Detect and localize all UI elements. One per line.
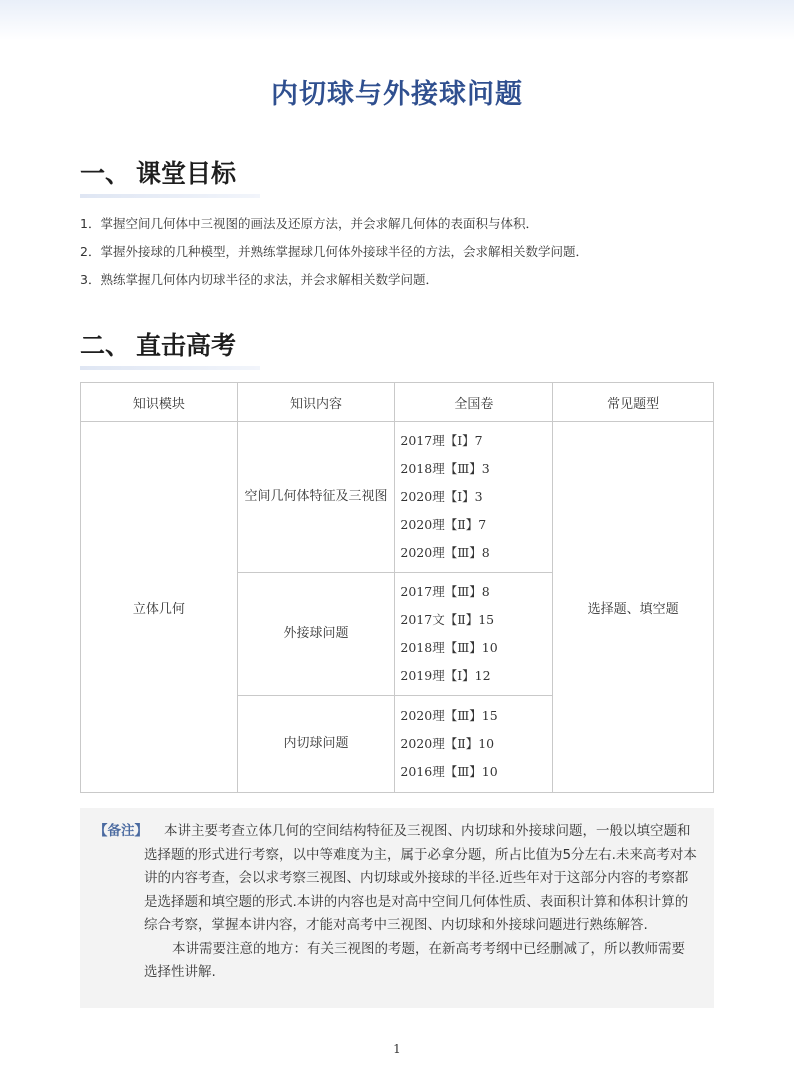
page-header-band: [0, 0, 794, 40]
papers-cell: [395, 422, 553, 573]
paper-ref: 2019理【Ⅰ】12: [400, 668, 491, 683]
module-cell: 立体几何: [81, 422, 238, 793]
note-paragraph: [94, 820, 698, 938]
document-title: 内切球与外接球问题: [271, 79, 523, 110]
papers-cell: [395, 573, 553, 696]
goal-item: 1．掌握空间几何体中三视图的画法及还原方法，并会求解几何体的表面积与体积．: [80, 216, 538, 231]
paper-ref: 2020理【Ⅱ】10: [400, 736, 495, 751]
paper-ref: 2017理【Ⅰ】7: [400, 433, 483, 448]
paper-ref: 2017文【Ⅱ】15: [400, 612, 495, 627]
paper-ref: 2016理【Ⅲ】10: [400, 764, 498, 779]
table-row: [81, 422, 714, 573]
section-number: 一、: [80, 159, 131, 188]
goal-list: [80, 214, 720, 298]
content-label: 外接球问题: [283, 626, 349, 641]
content-cell: [237, 696, 395, 793]
content-label: 内切球问题: [283, 736, 349, 751]
section-heading-exam: [80, 326, 236, 362]
section-underline: [80, 366, 260, 370]
paper-ref: 2018理【Ⅲ】10: [400, 640, 498, 655]
question-type-cell: 选择题、填空题: [553, 422, 714, 793]
paper-ref: 2020理【Ⅲ】8: [400, 545, 490, 560]
table-header-row: [81, 383, 714, 422]
paper-ref: 2017理【Ⅲ】8: [400, 584, 490, 599]
header-cell-content: 知识内容: [237, 383, 395, 422]
section-heading-goals: [80, 154, 236, 190]
goal-item: 2．掌握外接球的几种模型，并熟练掌握球几何体外接球半径的方法，会求解相关数学问题．: [80, 244, 588, 259]
content-cell: [237, 573, 395, 696]
paper-ref: 2020理【Ⅱ】7: [400, 517, 487, 532]
note-label: 【备注】: [94, 823, 148, 839]
exam-table: [80, 382, 714, 793]
goal-item: 3．熟练掌握几何体内切球半径的求法，并会求解相关数学问题．: [80, 272, 438, 287]
content-cell: [237, 422, 395, 573]
page-number: 1: [393, 1042, 401, 1056]
note-paragraph: 本讲需要注意的地方：有关三视图的考题，在新高考考纲中已经删减了，所以教师需要选择性讲解.: [144, 940, 685, 980]
header-cell-question-type: 常见题型: [553, 383, 714, 422]
section-label: 课堂目标: [136, 159, 237, 188]
section-label: 直击高考: [136, 331, 237, 360]
paper-ref: 2020理【Ⅰ】3: [400, 489, 483, 504]
paper-ref: 2020理【Ⅲ】15: [400, 708, 498, 723]
header-cell-national-paper: 全国卷: [395, 383, 553, 422]
content-label: 空间几何体特征及三视图: [244, 489, 388, 504]
header-cell-module: 知识模块: [81, 383, 238, 422]
section-underline: [80, 194, 260, 198]
paper-ref: 2018理【Ⅲ】3: [400, 461, 490, 476]
papers-cell: [395, 696, 553, 793]
section-number: 二、: [80, 331, 131, 360]
note-text: 本讲主要考查立体几何的空间结构特征及三视图、内切球和外接球问题，一般以填空题和选择题的形式进行考察，以中等难度为主，属于必拿分题，所占比值为5分左右.未来高考对本讲的内容考查，会以求考察三视图、内切球或外接球的半径.近些年对于这部分内容的考察都是选择题和填空题的形式.本讲的内容也是对高中空间几何体性质、表面积计算和体积计算的综合考察，掌握本讲内容，才能对高考中三视图、内切球和外接球问题进行熟练解答.: [144, 823, 697, 933]
teacher-note: [80, 808, 714, 1008]
